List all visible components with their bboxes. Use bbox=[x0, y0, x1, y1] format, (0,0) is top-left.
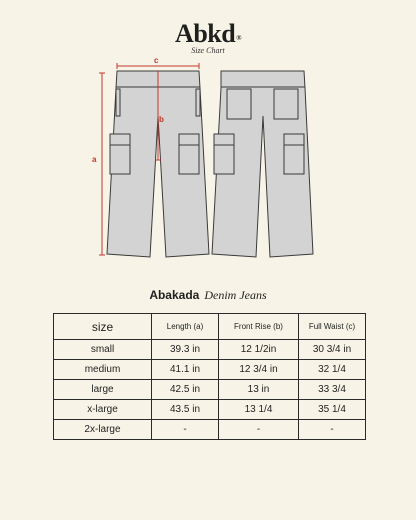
full-waist-cell: 33 3/4 bbox=[299, 380, 366, 400]
front-rise-cell: 12 3/4 in bbox=[219, 360, 299, 380]
table-row bbox=[54, 340, 366, 360]
size-cell: large bbox=[54, 380, 152, 400]
header-size: size bbox=[54, 314, 152, 340]
table-header-row bbox=[54, 314, 366, 340]
table-row bbox=[54, 420, 366, 440]
front-rise-cell: - bbox=[219, 420, 299, 440]
front-rise-cell: 13 in bbox=[219, 380, 299, 400]
full-waist-cell: 30 3/4 in bbox=[299, 340, 366, 360]
label-b: b bbox=[159, 115, 164, 124]
header-front-rise: Front Rise (b) bbox=[219, 314, 299, 340]
header-length: Length (a) bbox=[152, 314, 219, 340]
size-cell: x-large bbox=[54, 400, 152, 420]
length-cell: 39.3 in bbox=[152, 340, 219, 360]
size-cell: medium bbox=[54, 360, 152, 380]
full-waist-cell: 35 1/4 bbox=[299, 400, 366, 420]
length-cell: 41.1 in bbox=[152, 360, 219, 380]
product-type: Denim Jeans bbox=[204, 288, 267, 302]
table-row bbox=[54, 400, 366, 420]
table-row bbox=[54, 380, 366, 400]
pants-back-view bbox=[212, 71, 313, 257]
product-name: Abakada bbox=[149, 288, 200, 302]
full-waist-cell: 32 1/4 bbox=[299, 360, 366, 380]
product-title bbox=[0, 288, 416, 303]
length-cell: - bbox=[152, 420, 219, 440]
header-full-waist: Full Waist (c) bbox=[299, 314, 366, 340]
table-row bbox=[54, 360, 366, 380]
length-cell: 42.5 in bbox=[152, 380, 219, 400]
brand-name: Abkd bbox=[175, 19, 236, 48]
size-chart-table bbox=[53, 313, 366, 440]
registered-mark: ® bbox=[236, 34, 241, 42]
page-subtitle: Size Chart bbox=[191, 46, 225, 55]
label-a: a bbox=[92, 155, 97, 164]
size-cell: small bbox=[54, 340, 152, 360]
length-cell: 43.5 in bbox=[152, 400, 219, 420]
size-cell: 2x-large bbox=[54, 420, 152, 440]
label-c: c bbox=[154, 56, 159, 65]
full-waist-cell: - bbox=[299, 420, 366, 440]
front-rise-cell: 12 1/2in bbox=[219, 340, 299, 360]
front-rise-cell: 13 1/4 bbox=[219, 400, 299, 420]
